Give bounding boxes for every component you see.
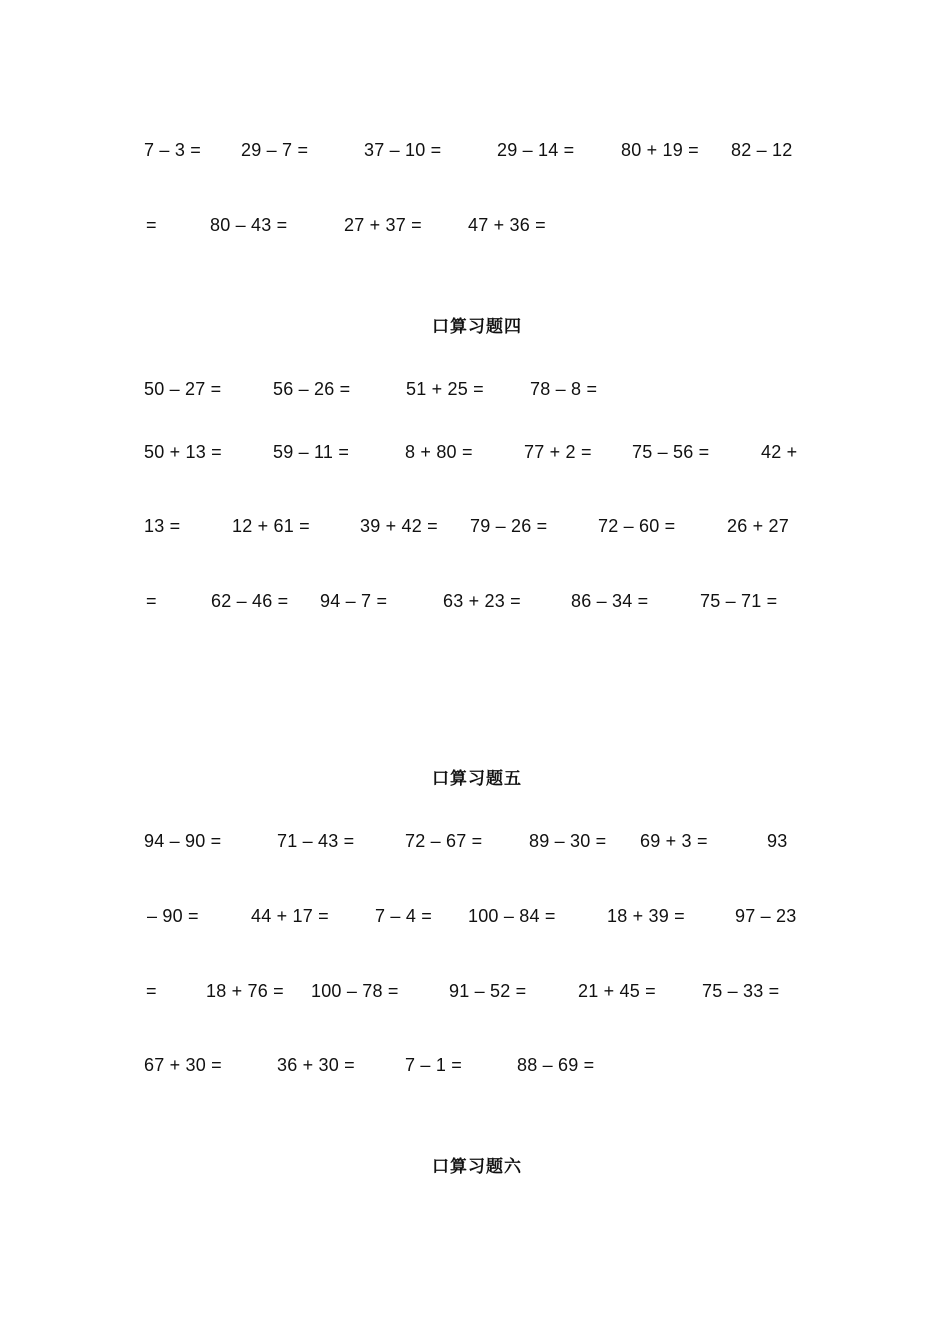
math-problem: 80 – 43 = [210,215,288,235]
math-problem: – 90 = [147,906,199,926]
math-problem: 78 – 8 = [530,379,598,399]
math-problem: 50 – 27 = [144,379,222,399]
math-problem: 29 – 14 = [497,140,575,160]
math-problem: 50 + 13 = [144,442,222,462]
math-problem: 63 + 23 = [443,591,521,611]
problem-line [0,376,950,402]
math-problem: 62 – 46 = [211,591,289,611]
math-problem: = [146,591,157,611]
math-problem: = [146,981,157,1001]
math-problem: 36 + 30 = [277,1055,355,1075]
problem-line [0,439,950,465]
math-problem: 75 – 71 = [700,591,778,611]
math-problem: 89 – 30 = [529,831,607,851]
problem-line [0,1052,950,1078]
math-problem: 51 + 25 = [406,379,484,399]
math-problem: 69 + 3 = [640,831,708,851]
math-problem: 75 – 56 = [632,442,710,462]
math-problem: 86 – 34 = [571,591,649,611]
math-problem: 7 – 3 = [144,140,201,160]
math-problem: 12 + 61 = [232,516,310,536]
math-problem: 18 + 39 = [607,906,685,926]
math-problem: 29 – 7 = [241,140,309,160]
math-problem: 72 – 67 = [405,831,483,851]
math-problem: 71 – 43 = [277,831,355,851]
math-problem: 94 – 7 = [320,591,388,611]
math-problem: 42 + [761,442,798,462]
section-heading: 口算习题四 [432,317,522,337]
math-problem: 82 – 12 [731,140,793,160]
problem-line [0,588,950,614]
math-problem: 7 – 1 = [405,1055,462,1075]
problem-line [0,978,950,1004]
math-problem: 7 – 4 = [375,906,432,926]
math-problem: 47 + 36 = [468,215,546,235]
section-heading: 口算习题五 [432,769,522,789]
problem-line [0,137,950,163]
math-problem: 100 – 78 = [311,981,399,1001]
math-problem: 59 – 11 = [273,442,350,462]
math-problem: = [146,215,157,235]
problem-line [0,828,950,854]
math-problem: 26 + 27 [727,516,789,536]
section-heading: 口算习题六 [432,1157,522,1177]
math-problem: 88 – 69 = [517,1055,595,1075]
problem-line [0,903,950,929]
math-problem: 75 – 33 = [702,981,780,1001]
math-problem: 80 + 19 = [621,140,699,160]
math-problem: 97 – 23 [735,906,797,926]
math-problem: 94 – 90 = [144,831,222,851]
math-problem: 21 + 45 = [578,981,656,1001]
problem-line [0,212,950,238]
math-problem: 39 + 42 = [360,516,438,536]
math-problem: 100 – 84 = [468,906,556,926]
math-problem: 37 – 10 = [364,140,442,160]
math-problem: 77 + 2 = [524,442,592,462]
math-problem: 93 [767,831,788,851]
math-problem: 72 – 60 = [598,516,676,536]
math-problem: 67 + 30 = [144,1055,222,1075]
math-problem: 79 – 26 = [470,516,548,536]
problem-line [0,513,950,539]
math-problem: 27 + 37 = [344,215,422,235]
math-problem: 18 + 76 = [206,981,284,1001]
math-problem: 44 + 17 = [251,906,329,926]
math-problem: 13 = [144,516,181,536]
math-problem: 91 – 52 = [449,981,527,1001]
math-problem: 8 + 80 = [405,442,473,462]
math-problem: 56 – 26 = [273,379,351,399]
